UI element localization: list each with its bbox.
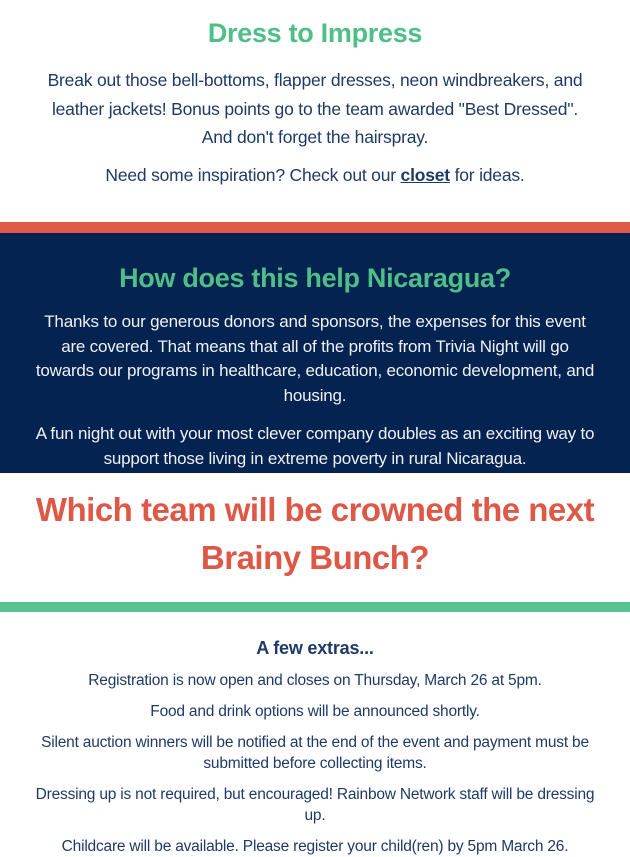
section-crown-question xyxy=(0,473,630,602)
inspiration-prefix: Need some inspiration? Check out our xyxy=(105,164,401,185)
extras-item-dressing-up: Dressing up is not required, but encouraged! Rainbow Network staff will be dressing up. xyxy=(35,786,595,824)
extras-item-silent-auction: Silent auction winners will be notified at the end of the event and payment must be submitted before collecting items. xyxy=(41,734,589,772)
nicaragua-heading: How does this help Nicaragua? xyxy=(119,263,511,293)
closet-link[interactable]: closet xyxy=(400,164,450,185)
orange-divider xyxy=(0,222,630,233)
dress-to-impress-heading: Dress to Impress xyxy=(207,18,423,48)
inspiration-line xyxy=(0,165,630,186)
green-divider xyxy=(0,602,630,612)
extras-item-food: Food and drink options will be announced shortly. xyxy=(150,703,480,720)
crown-heading-line-2: Brainy Bunch? xyxy=(200,539,430,576)
extras-item-registration: Registration is now open and closes on Thursday, March 26 at 5pm. xyxy=(88,672,542,689)
nicaragua-paragraph-2: A fun night out with your most clever company doubles as an exciting way to support those living in extreme poverty in rural Nicaragua. xyxy=(35,424,595,468)
section-dress-to-impress xyxy=(0,0,630,222)
extras-heading: A few extras... xyxy=(256,638,374,658)
dress-to-impress-body: Break out those bell-bottoms, flapper dresses, neon windbreakers, and leather jackets! Bonus points go to the team awarded "Best Dressed". And don't forget the hairspray. xyxy=(47,70,583,147)
crown-heading-line-1: Which team will be crowned the next xyxy=(35,491,595,528)
section-how-this-helps xyxy=(0,233,630,473)
section-extras xyxy=(0,612,630,855)
extras-item-childcare: Childcare will be available. Please register your child(ren) by 5pm March 26. xyxy=(61,838,569,855)
inspiration-suffix: for ideas. xyxy=(449,164,525,185)
nicaragua-paragraph-1: Thanks to our generous donors and sponsors, the expenses for this event are covered. That means that all of the profits from Trivia Night will go towards our programs in healthcare, education, economic development, and housing. xyxy=(35,312,595,405)
